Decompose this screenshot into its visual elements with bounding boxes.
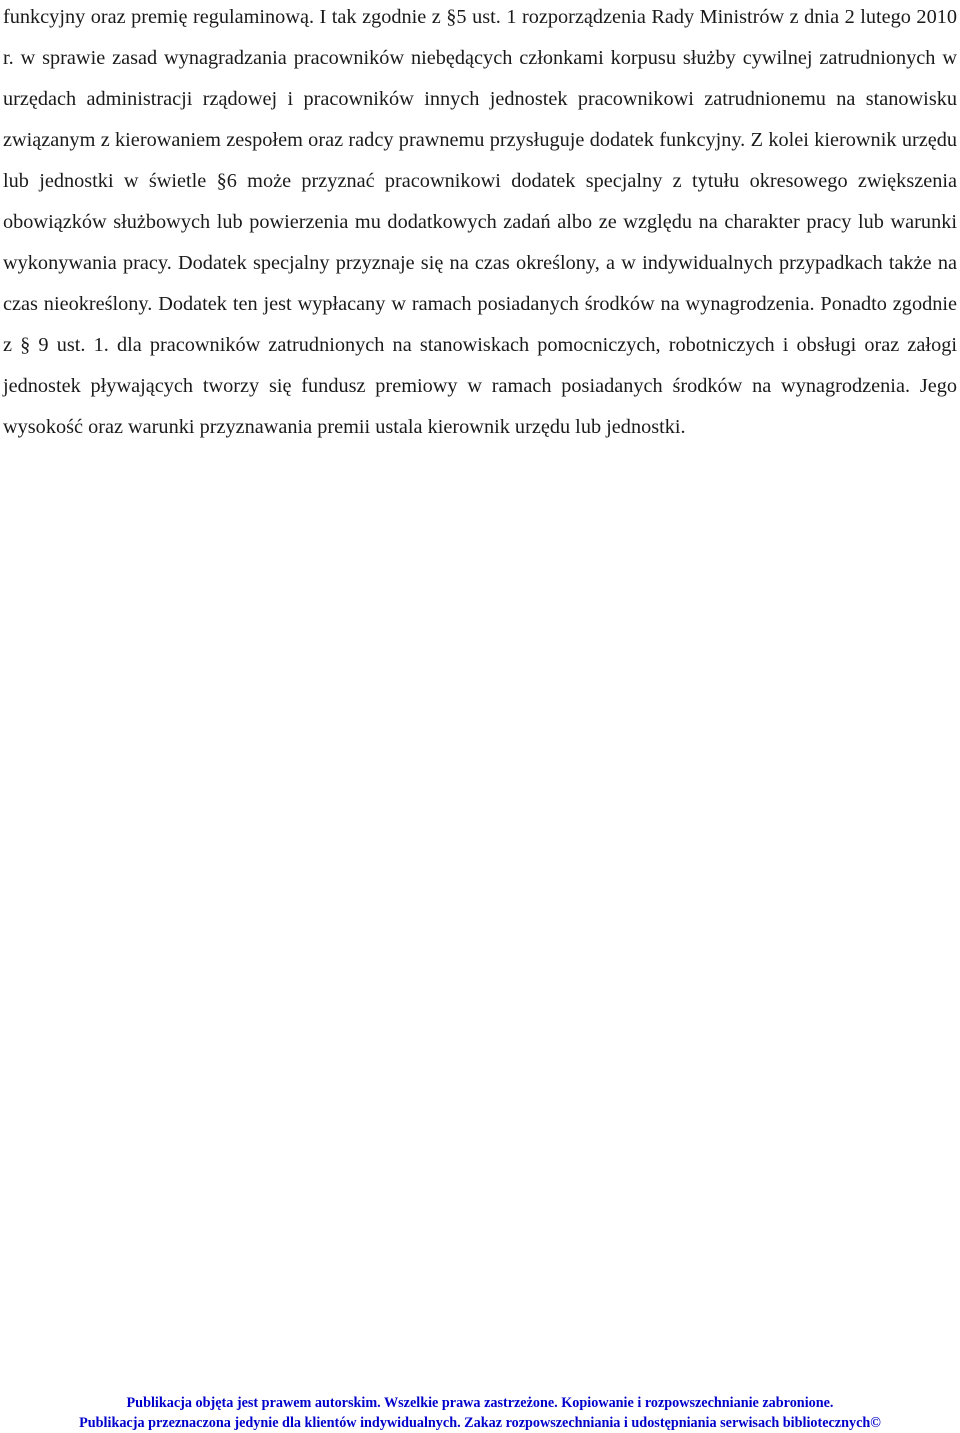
sentence-dodatek-funkcyjny: funkcyjny oraz premię regulaminową. I tak zgodnie z §5 ust. 1 rozporządzenia Rady Ministrów z dnia 2 lutego 2010 r. w sprawie zasad wynagradzania pracowników niebędących członkami korpusu służby cywilnej zatrudnionych w urzędach administracji rządowej i pracowników innych jednostek pracownikowi zatrudnionemu na stanowisku związanym z kierowaniem zespołem oraz radcy prawnemu przysługuje dodatek funkcyjny. [3,6,957,151]
footer-distribution-line: Publikacja przeznaczona jedynie dla klientów indywidualnych. Zakaz rozpowszechniania i udostępniania serwisach bibliotecznych© [79,1415,881,1431]
sentence-dodatek-specjalny: Z kolei kierownik urzędu lub jednostki w świetle §6 może przyznać pracownikowi dodatek specjalny z tytułu okresowego zwiększenia obowiązków służbowych lub powierzenia mu dodatkowych zadań albo ze względu na charakter pracy lub warunki wykonywania pracy. [3,129,957,274]
sentence-czas-okreslony: Dodatek specjalny przyznaje się na czas określony, a w indywidualnych przypadkach także na czas nieokreślony. [3,252,957,315]
sentence-wysokosc-premii: Jego wysokość oraz warunki przyznawania premii ustala kierownik urzędu lub jednostki. [3,375,957,438]
sentence-wyplata: Dodatek ten jest wypłacany w ramach posiadanych środków na wynagrodzenia. [152,293,815,315]
body-paragraph [3,0,957,448]
footer-copyright-line: Publikacja objęta jest prawem autorskim. Wszelkie prawa zastrzeżone. Kopiowanie i rozpowszechnianie zabronione. [126,1395,834,1411]
sentence-fundusz-premiowy: Ponadto zgodnie z § 9 ust. 1. dla pracowników zatrudnionych na stanowiskach pomocniczych, robotniczych i obsługi oraz załogi jednostek pływających tworzy się fundusz premiowy w ramach posiadanych środków na wynagrodzenia. [3,293,958,397]
copyright-footer [0,1393,960,1433]
